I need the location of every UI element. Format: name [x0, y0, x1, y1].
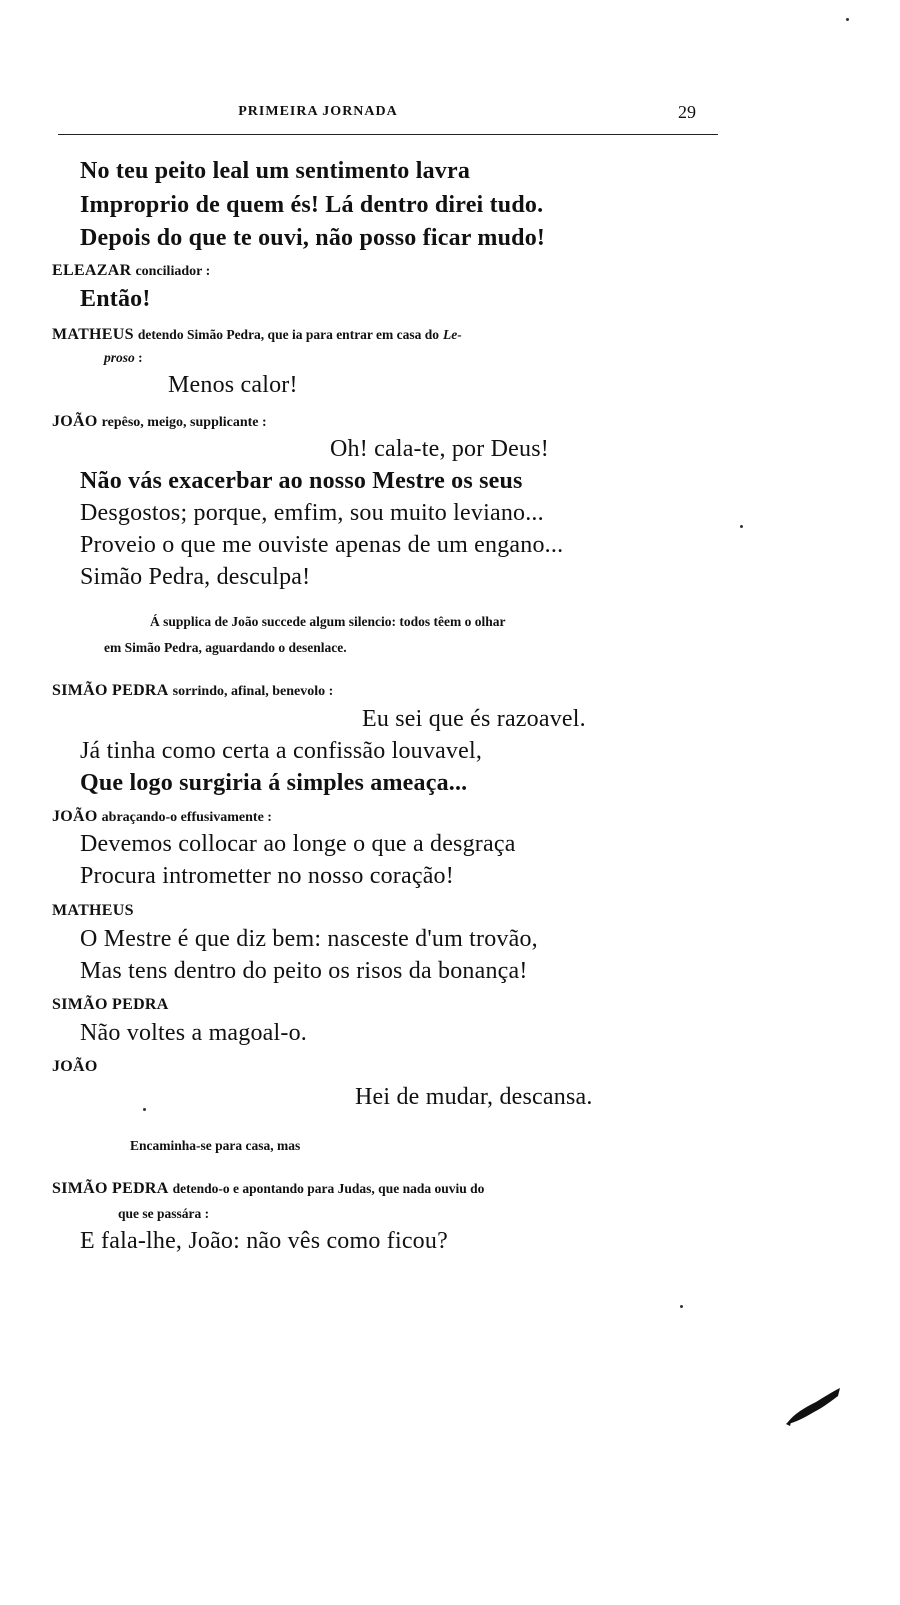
stage-note: Á supplica de João succede algum silencio: todos têem o olhar: [150, 614, 506, 629]
running-title: PRIMEIRA JORNADA: [238, 104, 398, 119]
ink-blot-mark: [780, 1380, 850, 1430]
page-number: 29: [678, 102, 696, 122]
print-speck: [680, 1305, 683, 1308]
stage-direction: sorrindo, afinal, benevolo :: [172, 684, 334, 699]
speaker-name: JOÃO: [52, 413, 98, 430]
verse-line: No teu peito leal um sentimento lavra: [80, 158, 471, 184]
verse-line: O Mestre é que diz bem: nasceste d'um trovão,: [80, 926, 538, 952]
verse-line: Mas tens dentro do peito os risos da bonança!: [80, 958, 528, 984]
speaker-cue: [52, 682, 333, 700]
print-speck: [846, 18, 849, 21]
verse-line: Depois do que te ouvi, não posso ficar mudo!: [80, 225, 546, 251]
verse-line: Desgostos; porque, emfim, sou muito leviano...: [80, 500, 544, 526]
page-header: [58, 104, 718, 124]
stage-direction: abraçando-o effusivamente :: [101, 810, 272, 825]
ink-blot-shape: [788, 1388, 840, 1424]
verse-line: Hei de mudar, descansa.: [355, 1084, 593, 1110]
verse-line: Menos calor!: [168, 372, 298, 398]
speaker-cue: [52, 326, 462, 344]
speaker-cue: [52, 808, 272, 826]
speaker-cue-continued: [104, 350, 143, 366]
verse-line: Simão Pedra, desculpa!: [80, 564, 311, 590]
speaker-name: SIMÃO PEDRA: [52, 682, 169, 699]
speaker-cue: [52, 262, 210, 280]
speaker-name: ELEAZAR: [52, 262, 132, 279]
speaker-name: SIMÃO PEDRA: [52, 996, 169, 1013]
verse-line: Procura intrometter no nosso coração!: [80, 863, 454, 889]
stage-direction: conciliador :: [135, 264, 211, 279]
verse-line: Oh! cala-te, por Deus!: [330, 436, 549, 462]
stage-direction: detendo Simão Pedra, que ia para entrar em casa do: [137, 327, 440, 342]
header-rule: [58, 134, 718, 135]
stage-direction: repêso, meigo, supplicante :: [101, 415, 267, 430]
stage-direction: que se passára :: [118, 1206, 210, 1221]
verse-line: Não vás exacerbar ao nosso Mestre os seus: [80, 468, 523, 494]
verse-line: Já tinha como certa a confissão louvavel,: [80, 738, 483, 764]
stage-note: em Simão Pedra, aguardando o desenlace.: [104, 640, 347, 655]
speaker-name: JOÃO: [52, 808, 98, 825]
stage-note: Encaminha-se para casa, mas: [130, 1138, 301, 1153]
verse-line: Então!: [80, 286, 151, 312]
stage-direction: :: [138, 350, 143, 365]
speaker-name: MATHEUS: [52, 902, 134, 919]
speaker-name: JOÃO: [52, 1058, 98, 1075]
print-speck: [740, 525, 743, 528]
stage-direction-italic: Le-: [443, 327, 462, 342]
verse-line: E fala-lhe, João: não vês como ficou?: [80, 1228, 448, 1254]
verse-line: Não voltes a magoal-o.: [80, 1020, 307, 1046]
stage-direction-italic: proso: [104, 350, 135, 365]
verse-line: Improprio de quem és! Lá dentro direi tudo.: [80, 192, 544, 218]
verse-line: Que logo surgiria á simples ameaça...: [80, 770, 468, 796]
verse-line: Devemos collocar ao longe o que a desgraça: [80, 831, 516, 857]
speaker-cue: [52, 413, 267, 431]
speaker-cue: [52, 1180, 484, 1198]
stage-direction: detendo-o e apontando para Judas, que nada ouviu do: [172, 1181, 485, 1196]
verse-line: Proveio o que me ouviste apenas de um engano...: [80, 532, 564, 558]
speaker-name: SIMÃO PEDRA: [52, 1180, 169, 1197]
print-speck: [143, 1108, 146, 1111]
speaker-name: MATHEUS: [52, 326, 134, 343]
verse-line: Eu sei que és razoavel.: [362, 706, 586, 732]
